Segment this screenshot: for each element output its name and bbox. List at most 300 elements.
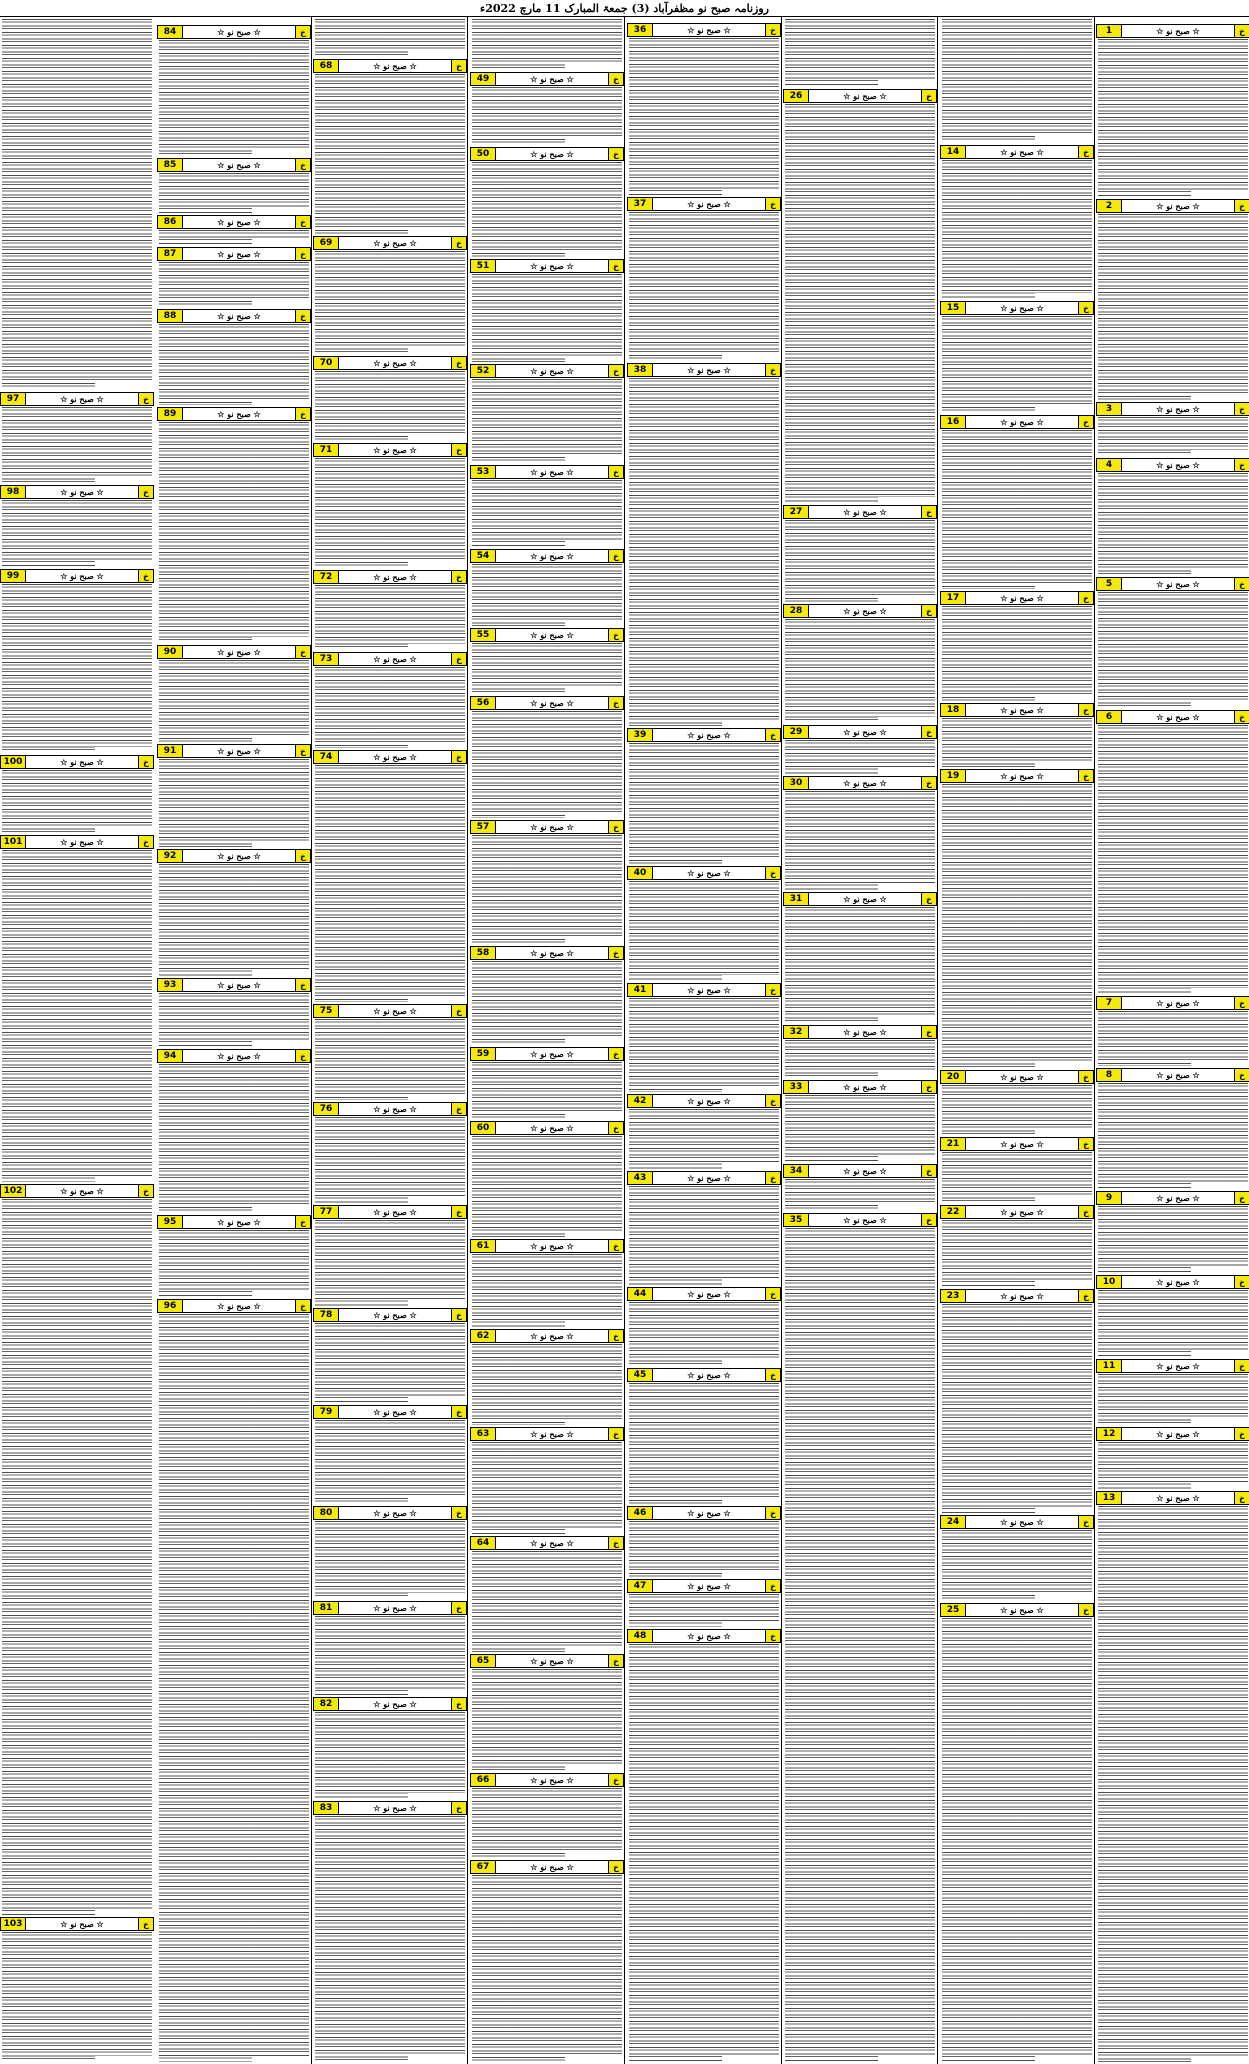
ad-body-text (942, 784, 1092, 1068)
ad-header (940, 1070, 1094, 1084)
ad-header-label: ☆ صبح نو ☆ (530, 74, 574, 84)
classified-ad (940, 591, 1094, 703)
ad-header-label: ☆ صبح نو ☆ (530, 630, 574, 640)
ad-stamp-icon: خ (608, 697, 623, 709)
ad-body-text (315, 585, 465, 650)
ad-header-label: ☆ صبح نو ☆ (1000, 1139, 1044, 1149)
classified-ad (0, 392, 154, 485)
ad-header (313, 1004, 467, 1018)
ad-header-label: ☆ صبح نو ☆ (1156, 26, 1200, 36)
ad-header-label: ☆ صبح نو ☆ (530, 1049, 574, 1059)
ad-header-label: ☆ صبح نو ☆ (843, 606, 887, 616)
ad-header-label: ☆ صبح نو ☆ (530, 1123, 574, 1133)
ad-header-label: ☆ صبح نو ☆ (1156, 404, 1200, 414)
ad-number: 23 (941, 1290, 966, 1302)
ad-body-text (942, 606, 1092, 701)
ad-stamp-icon: خ (138, 570, 153, 582)
ad-body-text (2, 500, 152, 567)
ad-header (627, 1629, 781, 1643)
ad-header (1096, 710, 1249, 724)
classified-ad (1096, 402, 1249, 458)
ad-stamp-icon: خ (295, 850, 310, 862)
ad-body-text (472, 1254, 622, 1327)
classified-ad (627, 363, 781, 728)
ad-header (783, 725, 937, 739)
ad-header (313, 1506, 467, 1520)
ad-number: 58 (471, 947, 496, 959)
ad-stamp-icon: خ (1078, 1290, 1093, 1302)
ad-number: 32 (784, 1026, 809, 1038)
ad-number: 96 (158, 1300, 183, 1312)
ad-header (940, 769, 1094, 783)
ad-number: 70 (314, 357, 339, 369)
classified-ad (470, 946, 624, 1047)
classified-ad (783, 725, 937, 776)
ad-header (313, 236, 467, 250)
ad-header (157, 309, 311, 323)
ad-stamp-icon: خ (451, 1406, 466, 1418)
ad-header-label: ☆ صبح نو ☆ (217, 409, 261, 419)
ad-body-text (315, 1712, 465, 1799)
ad-column-7 (940, 17, 1095, 2064)
ad-header-label: ☆ صبح نو ☆ (687, 1173, 731, 1183)
ad-body-text (315, 765, 465, 1002)
ad-number: 72 (314, 571, 339, 583)
ad-header (157, 1299, 311, 1313)
ad-header-label: ☆ صبح نو ☆ (843, 894, 887, 904)
ad-stamp-icon: خ (451, 237, 466, 249)
ad-header (313, 1205, 467, 1219)
classified-ad (313, 1601, 467, 1697)
ad-stamp-icon: خ (295, 310, 310, 322)
classified-ad (627, 1368, 781, 1506)
classified-ad (157, 309, 311, 407)
ad-body-text (1098, 39, 1248, 197)
ad-header-label: ☆ صبح نو ☆ (373, 654, 417, 664)
ad-header-label: ☆ صبح نو ☆ (1000, 1605, 1044, 1615)
classified-ad (783, 1213, 937, 2064)
ad-header (1096, 458, 1249, 472)
ad-number: 78 (314, 1309, 339, 1321)
ad-stamp-icon: خ (1234, 1360, 1249, 1372)
ad-stamp-icon: خ (295, 745, 310, 757)
ad-header (627, 1171, 781, 1185)
ad-number: 85 (158, 159, 183, 171)
ad-column-8 (1096, 17, 1249, 2064)
ad-header (470, 628, 624, 642)
classified-ad (783, 604, 937, 725)
ad-stamp-icon: خ (1078, 1516, 1093, 1528)
ad-header (627, 866, 781, 880)
ad-body-text (629, 1302, 779, 1366)
ad-number: 12 (1097, 1428, 1122, 1440)
classified-ad (470, 549, 624, 628)
classified-ad (313, 1801, 467, 2064)
ad-header-label: ☆ صبح نو ☆ (1156, 201, 1200, 211)
ad-body-text (629, 38, 779, 195)
ad-stamp-icon: خ (1078, 1604, 1093, 1616)
ad-header (0, 392, 154, 406)
ad-header-label: ☆ صبح نو ☆ (1156, 1193, 1200, 1203)
ad-number: 68 (314, 60, 339, 72)
ad-stamp-icon: خ (1234, 711, 1249, 723)
continued-ad-text (313, 17, 467, 58)
ad-number: 77 (314, 1206, 339, 1218)
ad-number: 3 (1097, 403, 1122, 415)
ad-body-text (472, 643, 622, 694)
ad-body-text (315, 1220, 465, 1306)
ad-header (470, 1121, 624, 1135)
ad-header (313, 1697, 467, 1711)
classified-ad (470, 820, 624, 946)
ad-stamp-icon: خ (451, 357, 466, 369)
ad-header-label: ☆ صبح نو ☆ (687, 25, 731, 35)
classified-ad (1096, 577, 1249, 710)
ad-number: 43 (628, 1172, 653, 1184)
ad-number: 92 (158, 850, 183, 862)
ad-stamp-icon: خ (295, 1216, 310, 1228)
ad-stamp-icon: خ (451, 1005, 466, 1017)
ad-number: 84 (158, 26, 183, 38)
ad-header (313, 1601, 467, 1615)
ad-header-label: ☆ صبح نو ☆ (687, 1289, 731, 1299)
ad-stamp-icon: خ (608, 1537, 623, 1549)
ad-body-text (315, 74, 465, 234)
ad-header-label: ☆ صبح نو ☆ (373, 1207, 417, 1217)
ad-header-label: ☆ صبح نو ☆ (217, 1301, 261, 1311)
ad-stamp-icon: خ (138, 1918, 153, 1930)
ad-stamp-icon: خ (921, 1081, 936, 1093)
ad-header (313, 59, 467, 73)
ad-stamp-icon: خ (1234, 997, 1249, 1009)
ad-header-label: ☆ صبح نو ☆ (373, 1699, 417, 1709)
ad-header-label: ☆ صبح نو ☆ (843, 1082, 887, 1092)
classified-ad (157, 215, 311, 247)
classified-ad (940, 1515, 1094, 1603)
ad-body-text (472, 835, 622, 944)
classified-ad (470, 1773, 624, 1860)
ad-number: 14 (941, 146, 966, 158)
classified-ad (157, 407, 311, 645)
ad-body-text (785, 520, 935, 602)
ad-number: 93 (158, 979, 183, 991)
ad-stamp-icon: خ (1234, 200, 1249, 212)
ad-body-text (472, 162, 622, 257)
ad-header (940, 415, 1094, 429)
ad-stamp-icon: خ (1234, 1492, 1249, 1504)
ad-stamp-icon: خ (765, 984, 780, 996)
ad-body-text (2, 850, 152, 1182)
ad-body-text (472, 1551, 622, 1652)
classified-ad (783, 892, 937, 1025)
ad-number: 1 (1097, 25, 1122, 37)
ad-header (940, 1137, 1094, 1151)
ad-body-text (1098, 1506, 1248, 2062)
ad-header (940, 145, 1094, 159)
ad-header-label: ☆ صبح نو ☆ (60, 394, 104, 404)
ad-number: 51 (471, 260, 496, 272)
classified-ad (470, 364, 624, 465)
ad-body-text (315, 1616, 465, 1695)
ad-number: 98 (1, 486, 26, 498)
ad-header-label: ☆ صبح نو ☆ (530, 1538, 574, 1548)
ad-header-label: ☆ صبح نو ☆ (373, 358, 417, 368)
ad-number: 11 (1097, 1360, 1122, 1372)
ad-body-text (159, 1064, 309, 1213)
ad-header (470, 465, 624, 479)
ad-number: 42 (628, 1095, 653, 1107)
ad-body-text (2, 1932, 152, 2062)
ad-header (157, 978, 311, 992)
ad-body-text (472, 1062, 622, 1119)
ad-number: 56 (471, 697, 496, 709)
classified-ad (1096, 1068, 1249, 1191)
ad-number: 10 (1097, 1276, 1122, 1288)
classified-ad (783, 1080, 937, 1164)
classified-ad (0, 755, 154, 835)
ad-body-text (785, 791, 935, 890)
ad-header (1096, 996, 1249, 1010)
ad-header (470, 1536, 624, 1550)
ad-body-text (629, 378, 779, 726)
ad-header (940, 1603, 1094, 1617)
ad-header-label: ☆ صبح نو ☆ (373, 1006, 417, 1016)
ad-body-text (472, 1875, 622, 2062)
ad-header (627, 1579, 781, 1593)
ad-stamp-icon: خ (1078, 1071, 1093, 1083)
classified-ad (470, 1427, 624, 1536)
ad-column-6 (783, 17, 938, 2064)
ad-header (627, 728, 781, 742)
ad-number: 48 (628, 1630, 653, 1642)
ad-number: 9 (1097, 1192, 1122, 1204)
ad-header (940, 703, 1094, 717)
ad-header-label: ☆ صبح نو ☆ (843, 91, 887, 101)
ad-body-text (2, 1199, 152, 1915)
classified-ad (627, 197, 781, 363)
ad-header (470, 1860, 624, 1874)
ad-number: 69 (314, 237, 339, 249)
ad-header-label: ☆ صبح نو ☆ (217, 746, 261, 756)
ad-number: 62 (471, 1330, 496, 1342)
classified-ad (1096, 1359, 1249, 1427)
ad-number: 27 (784, 506, 809, 518)
classified-ad (1096, 24, 1249, 199)
ad-number: 49 (471, 73, 496, 85)
classified-ad (940, 769, 1094, 1070)
classified-ad (1096, 199, 1249, 402)
ad-header (627, 23, 781, 37)
classified-ad (627, 1287, 781, 1368)
ad-header-label: ☆ صبح نو ☆ (1000, 147, 1044, 157)
ad-number: 20 (941, 1071, 966, 1083)
classified-ad (313, 750, 467, 1004)
classified-ad (157, 645, 311, 744)
ad-header-label: ☆ صبح نو ☆ (843, 727, 887, 737)
ad-body-text (785, 740, 935, 774)
ad-header (157, 1215, 311, 1229)
ad-header (627, 363, 781, 377)
ad-number: 19 (941, 770, 966, 782)
classified-ad (627, 1579, 781, 1629)
classified-ad (470, 147, 624, 259)
ad-header-label: ☆ صبح نو ☆ (60, 487, 104, 497)
classified-ad (940, 301, 1094, 415)
ad-body-text (942, 1530, 1092, 1601)
ad-header-label: ☆ صبح نو ☆ (373, 1407, 417, 1417)
ad-number: 45 (628, 1369, 653, 1381)
ad-header-label: ☆ صبح نو ☆ (1156, 712, 1200, 722)
ad-header-label: ☆ صبح نو ☆ (1156, 579, 1200, 589)
ad-body-text (785, 19, 935, 86)
ad-header-label: ☆ صبح نو ☆ (217, 647, 261, 657)
ad-header (1096, 24, 1249, 38)
classified-ad (313, 1506, 467, 1601)
ad-header-label: ☆ صبح نو ☆ (217, 217, 261, 227)
ad-header-label: ☆ صبح نو ☆ (687, 1096, 731, 1106)
ad-header-label: ☆ صبح نو ☆ (60, 1186, 104, 1196)
classified-ad (470, 1536, 624, 1654)
ad-header-label: ☆ صبح نو ☆ (373, 1603, 417, 1613)
ad-header (157, 215, 311, 229)
ad-header-label: ☆ صبح نو ☆ (843, 778, 887, 788)
ad-header (157, 407, 311, 421)
ad-number: 81 (314, 1602, 339, 1614)
ad-stamp-icon: خ (138, 756, 153, 768)
ad-stamp-icon: خ (138, 393, 153, 405)
classified-ad (940, 1289, 1094, 1515)
ad-header (940, 1289, 1094, 1303)
ad-stamp-icon: خ (608, 947, 623, 959)
ad-stamp-icon: خ (765, 1630, 780, 1642)
ad-stamp-icon: خ (295, 159, 310, 171)
ad-header-label: ☆ صبح نو ☆ (530, 1775, 574, 1785)
classified-ad (1096, 710, 1249, 996)
ad-stamp-icon: خ (608, 73, 623, 85)
ad-stamp-icon: خ (765, 729, 780, 741)
ad-body-text (472, 274, 622, 362)
ad-number: 28 (784, 605, 809, 617)
ad-header (1096, 1359, 1249, 1373)
ad-number: 5 (1097, 578, 1122, 590)
ad-stamp-icon: خ (608, 550, 623, 562)
ad-header (470, 147, 624, 161)
ad-header-label: ☆ صبح نو ☆ (687, 985, 731, 995)
ad-stamp-icon: خ (1234, 1192, 1249, 1204)
ad-body-text (1098, 1374, 1248, 1425)
ad-header-label: ☆ صبح نو ☆ (217, 311, 261, 321)
ad-number: 18 (941, 704, 966, 716)
ad-header (0, 485, 154, 499)
classified-ad (940, 703, 1094, 769)
ad-body-text (942, 1618, 1092, 2062)
continued-ad-text (783, 17, 937, 88)
ad-body-text (472, 1136, 622, 1237)
ad-header (940, 1515, 1094, 1529)
ad-header-label: ☆ صبح نو ☆ (373, 445, 417, 455)
ad-body-text (159, 173, 309, 213)
ad-number: 102 (1, 1185, 26, 1197)
classified-ad (1096, 1491, 1249, 2064)
ad-number: 83 (314, 1802, 339, 1814)
ad-header-label: ☆ صبح نو ☆ (687, 868, 731, 878)
ad-header-label: ☆ صبح نو ☆ (217, 1217, 261, 1227)
classified-ad (0, 1917, 154, 2064)
ad-number: 97 (1, 393, 26, 405)
ad-body-text (942, 316, 1092, 413)
ad-header (313, 356, 467, 370)
classified-ad (313, 443, 467, 570)
ad-number: 80 (314, 1507, 339, 1519)
ad-header (1096, 1068, 1249, 1082)
ad-body-text (942, 718, 1092, 767)
classified-ad (940, 145, 1094, 301)
classified-ad (627, 23, 781, 197)
ad-stamp-icon: خ (1234, 1069, 1249, 1081)
ad-number: 101 (1, 836, 26, 848)
ad-number: 75 (314, 1005, 339, 1017)
ad-header-label: ☆ صبح نو ☆ (530, 551, 574, 561)
ad-number: 53 (471, 466, 496, 478)
ad-body-text (472, 711, 622, 818)
classified-ad (313, 1205, 467, 1308)
ad-stamp-icon: خ (608, 1861, 623, 1873)
classified-ad (157, 744, 311, 849)
ad-number: 59 (471, 1048, 496, 1060)
ad-stamp-icon: خ (608, 260, 623, 272)
ad-number: 55 (471, 629, 496, 641)
ad-number: 37 (628, 198, 653, 210)
ad-number: 100 (1, 756, 26, 768)
ad-body-text (159, 1230, 309, 1297)
ad-header (470, 72, 624, 86)
ad-body-text (1098, 592, 1248, 708)
ad-stamp-icon: خ (1234, 1428, 1249, 1440)
ad-number: 71 (314, 444, 339, 456)
ad-number: 66 (471, 1774, 496, 1786)
ad-stamp-icon: خ (608, 1330, 623, 1342)
ad-header (470, 946, 624, 960)
ad-body-text (785, 907, 935, 1023)
ad-number: 35 (784, 1214, 809, 1226)
classified-ad (470, 465, 624, 549)
classified-ad (627, 1506, 781, 1579)
ad-number: 52 (471, 365, 496, 377)
ad-number: 87 (158, 248, 183, 260)
ad-header (0, 835, 154, 849)
ad-header (313, 443, 467, 457)
ad-header-label: ☆ صبح نو ☆ (373, 238, 417, 248)
ad-header (1096, 577, 1249, 591)
ad-header (783, 892, 937, 906)
ad-body-text (2, 584, 152, 753)
ad-stamp-icon: خ (451, 60, 466, 72)
ad-stamp-icon: خ (1078, 704, 1093, 716)
ad-header-label: ☆ صبح نو ☆ (1156, 1493, 1200, 1503)
ad-body-text (1098, 417, 1248, 456)
ad-columns (0, 17, 1249, 2064)
ad-header-label: ☆ صبح نو ☆ (60, 571, 104, 581)
ad-header-label: ☆ صبح نو ☆ (1000, 303, 1044, 313)
ad-header (1096, 1275, 1249, 1289)
ad-header (157, 1049, 311, 1063)
classified-ad (627, 1094, 781, 1171)
ad-number: 57 (471, 821, 496, 833)
ad-header-label: ☆ صبح نو ☆ (217, 27, 261, 37)
classified-ad (940, 1205, 1094, 1289)
classified-ad (783, 505, 937, 604)
ad-number: 88 (158, 310, 183, 322)
